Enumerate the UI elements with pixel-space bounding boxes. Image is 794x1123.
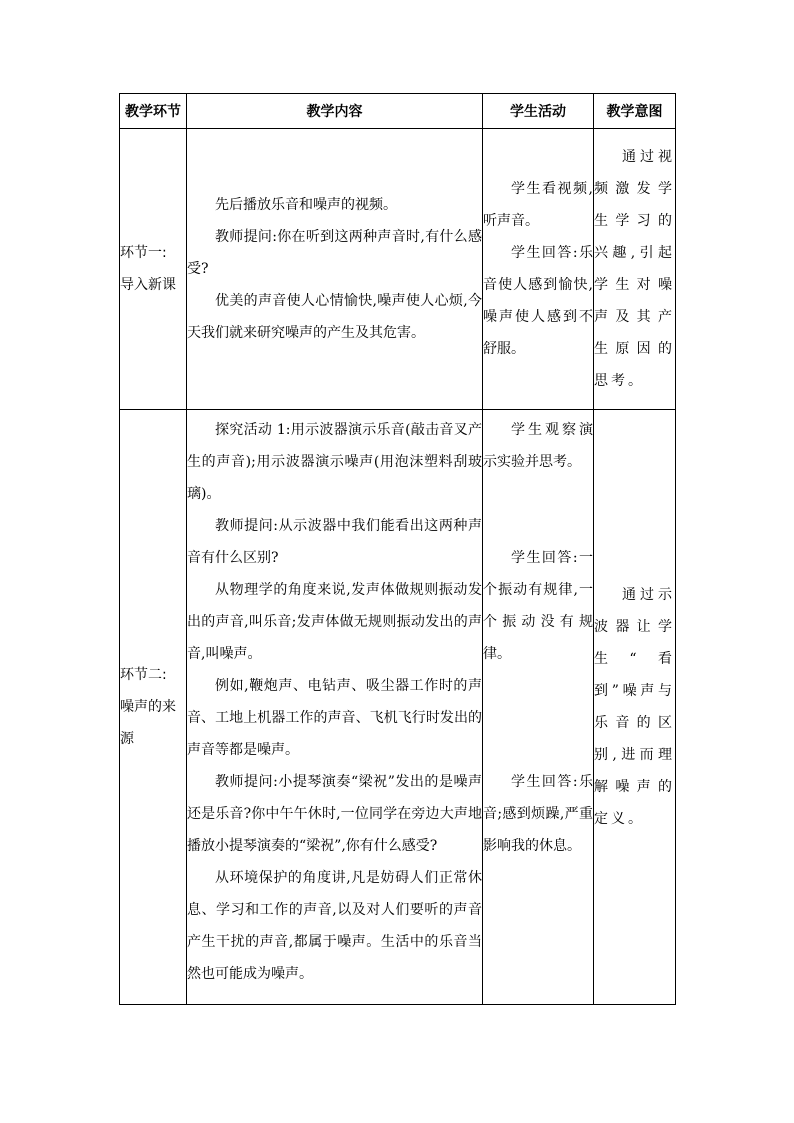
intent-paragraph: 通过视频激发学生学习的兴趣,引起学生对噪声及其产生原因的思考。 (594, 149, 675, 389)
content-paragraph: 从物理学的角度来说,发声体做规则振动发出的声音,叫乐音;发声体做无规则振动发出的声音,叫噪声。 (187, 582, 482, 662)
content-paragraph: 从环境保护的角度讲,凡是妨碍人们正常休息、学习和工作的声音,以及对人们要听的声音产生干扰的声音,都属于噪声。生活中的乐音当然也可能成为噪声。 (187, 870, 482, 982)
activity-paragraph: 学生回答:一个振动有规律,一个振动没有规律。 (483, 550, 593, 662)
activity-paragraph: 学生看视频,听声音。 (483, 181, 593, 229)
stage-cell (120, 410, 187, 1005)
content-paragraph: 先后播放乐音和噪声的视频。 (215, 197, 397, 213)
content-paragraph: 探究活动 1:用示波器演示乐音(敲击音叉产生的声音);用示波器演示噪声(用泡沫塑料刮玻璃)。 (187, 422, 482, 502)
stage-cell (120, 129, 187, 410)
content-cell (187, 410, 483, 1005)
header-stage: 教学环节 (120, 94, 187, 129)
stage-label: 环节二: (120, 667, 167, 683)
spacer (483, 478, 593, 542)
activity-cell (483, 410, 594, 1005)
content-paragraph: 教师提问:从示波器中我们能看出这两种声音有什么区别? (187, 518, 482, 566)
content-cell (187, 129, 483, 410)
spacer (483, 670, 593, 766)
header-content: 教学内容 (187, 94, 483, 129)
content-paragraph: 优美的声音使人心情愉快,噪声使人心烦,今天我们就来研究噪声的产生及其危害。 (187, 293, 482, 341)
content-paragraph: 教师提问:小提琴演奏“梁祝”发出的是噪声还是乐音?你中午午休时,一位同学在旁边大声地播放小提琴演奏的“梁祝”,你有什么感受? (187, 774, 482, 854)
intent-cell (594, 129, 676, 410)
stage-title: 导入新课 (120, 277, 176, 293)
table-row (120, 410, 676, 1005)
header-intent: 教学意图 (594, 94, 676, 129)
intent-paragraph: 通过示波器让学生“看到”噪声与乐音的区别,进而理解噪声的定义。 (594, 587, 675, 827)
activity-paragraph: 学生回答:乐音使人感到愉快,噪声使人感到不舒服。 (483, 245, 593, 357)
lesson-plan-table (119, 93, 676, 1005)
content-paragraph: 例如,鞭炮声、电钻声、吸尘器工作时的声音、工地上机器工作的声音、飞机飞行时发出的声音等都是噪声。 (187, 678, 482, 758)
activity-paragraph: 学生观察演示实验并思考。 (483, 422, 593, 470)
stage-label: 环节一: (120, 245, 167, 261)
intent-cell (594, 410, 676, 1005)
activity-paragraph: 学生回答:乐音;感到烦躁,严重影响我的休息。 (483, 774, 593, 854)
stage-title: 噪声的来源 (120, 699, 176, 747)
content-paragraph: 教师提问:你在听到这两种声音时,有什么感受? (187, 229, 482, 277)
header-activity: 学生活动 (483, 94, 594, 129)
table-row (120, 129, 676, 410)
table-header-row (120, 94, 676, 129)
activity-cell (483, 129, 594, 410)
